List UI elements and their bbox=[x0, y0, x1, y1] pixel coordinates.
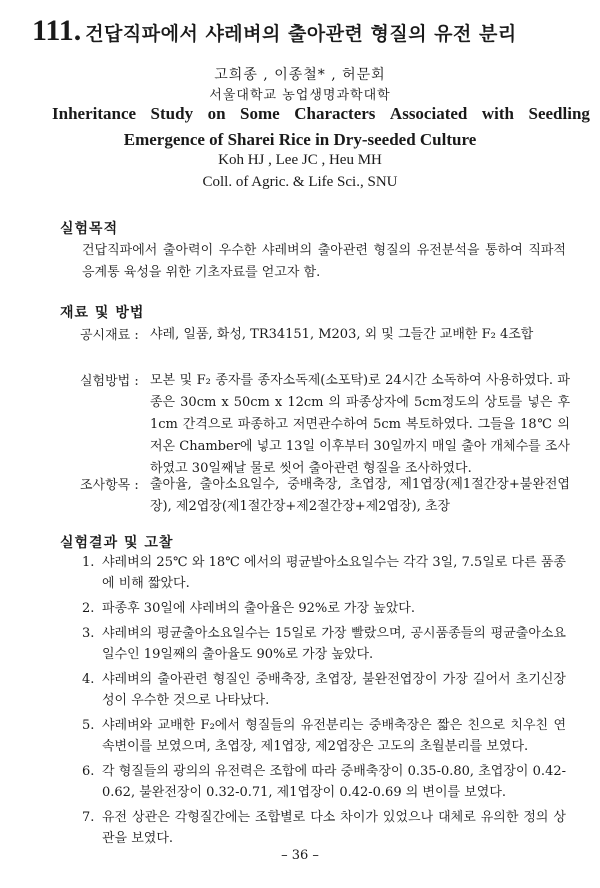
page-number: – 36 – bbox=[281, 848, 319, 863]
item-number: 7. bbox=[82, 810, 95, 825]
results-list bbox=[82, 552, 566, 853]
objective-heading: 실험목적 bbox=[60, 221, 119, 237]
method-text: 모본 및 F₂ 종자를 종자소독제(소포탁)로 24시간 소독하여 사용하였다. 파종은 30cm x 50cm x 12cm 의 파종상자에 5cm정도의 상토를 넣은 후 1cm 간격으로 파종하고 저면관수하여 5cm 복토하였다. 그들을 18℃ 의 저온 Chamber에 넣고 13일 이후부터 30일까지 매일 출아 개체수를 조사하였고 30일째날 물로 씻어 출아관련 형질을 조사하였다. bbox=[150, 373, 570, 476]
list-item bbox=[82, 552, 566, 594]
list-item bbox=[82, 623, 566, 665]
title-number: 111. bbox=[32, 14, 82, 47]
item-text: 샤레벼와 교배한 F₂에서 형질들의 유전분리는 중배축장은 짧은 친으로 치우친 연속변이를 보였으며, 초엽장, 제1엽장, 제2엽장은 고도의 초월분리를 보였다. bbox=[102, 718, 566, 754]
affiliation-kr: 서울대학교 농업생명과학대학 bbox=[209, 88, 391, 103]
authors-en: Koh HJ , Lee JC , Heu MH bbox=[218, 152, 382, 168]
title-text-kr: 건답직파에서 샤레벼의 출아관련 형질의 유전 분리 bbox=[85, 23, 517, 45]
item-text: 샤레벼의 평균출아소요일수는 15일로 가장 빨랐으며, 공시품종들의 평균출아소요일수인 19일째의 출아율도 90%로 가장 높았다. bbox=[102, 626, 566, 662]
item-text: 파종후 30일에 샤레벼의 출아율은 92%로 가장 높았다. bbox=[102, 601, 415, 616]
item-text: 샤레벼의 출아관련 형질인 중배축장, 초엽장, 불완전엽장이 가장 길어서 초기신장성이 우수한 것으로 나타났다. bbox=[102, 672, 566, 708]
title-en-word: on bbox=[207, 104, 226, 123]
title-en-line2: Emergence of Sharei Rice in Dry-seeded Culture bbox=[123, 130, 477, 149]
materials-text: 샤레, 일품, 화성, TR34151, M203, 외 및 그들간 교배한 F₂ 4조합 bbox=[150, 327, 534, 342]
affiliation-en: Coll. of Agric. & Life Sci., SNU bbox=[202, 174, 398, 190]
item-number: 3. bbox=[82, 626, 95, 641]
survey-text: 출아율, 출아소요일수, 중배축장, 초엽장, 제1엽장(제1절간장+불완전엽장), 제2엽장(제1절간장+제2절간장+제2엽장), 초장 bbox=[150, 477, 570, 514]
title-en-word: Inheritance bbox=[52, 104, 137, 123]
title-en-word: Associated bbox=[389, 104, 468, 123]
title-en-word: with bbox=[481, 104, 514, 123]
objective-text: 건답직파에서 출아력이 우수한 샤레벼의 출아관련 형질의 유전분석을 통하여 직파적응계통 육성을 위한 기초자료를 얻고자 함. bbox=[82, 243, 566, 280]
title-en-word: Some bbox=[240, 104, 280, 123]
results-heading: 실험결과 및 고찰 bbox=[60, 535, 174, 551]
list-item bbox=[82, 669, 566, 711]
materials-label: 공시재료 : bbox=[80, 328, 139, 343]
item-text: 샤레벼의 25℃ 와 18℃ 에서의 평균발아소요일수는 각각 3일, 7.5일로 다른 품종에 비해 짧았다. bbox=[102, 555, 566, 591]
method-label: 실험방법 : bbox=[80, 374, 139, 389]
title-en-word: Study bbox=[150, 104, 194, 123]
list-item bbox=[82, 598, 566, 619]
item-number: 4. bbox=[82, 672, 95, 687]
title-en-word: Seedling bbox=[528, 104, 590, 123]
authors-kr: 고희종 , 이종철* , 허문회 bbox=[214, 67, 386, 83]
list-item bbox=[82, 807, 566, 849]
item-text: 각 형질들의 광의의 유전력은 조합에 따라 중배축장이 0.35-0.80, 초엽장이 0.42-0.62, 불완전장이 0.32-0.71, 제1엽장이 0.42-0.69 의 변이를 보였다. bbox=[102, 764, 566, 800]
item-number: 1. bbox=[82, 555, 95, 570]
item-number: 6. bbox=[82, 764, 95, 779]
item-number: 2. bbox=[82, 601, 95, 616]
list-item bbox=[82, 761, 566, 803]
list-item bbox=[82, 715, 566, 757]
paper-title bbox=[32, 14, 592, 48]
methods-heading: 재료 및 방법 bbox=[60, 305, 145, 321]
title-en-line1 bbox=[52, 104, 590, 124]
item-number: 5. bbox=[82, 718, 95, 733]
survey-label: 조사항목 : bbox=[80, 478, 139, 493]
item-text: 유전 상관은 각형질간에는 조합별로 다소 차이가 있었으나 대체로 유의한 정의 상관을 보였다. bbox=[102, 810, 566, 846]
title-en-word: Characters bbox=[294, 104, 376, 123]
